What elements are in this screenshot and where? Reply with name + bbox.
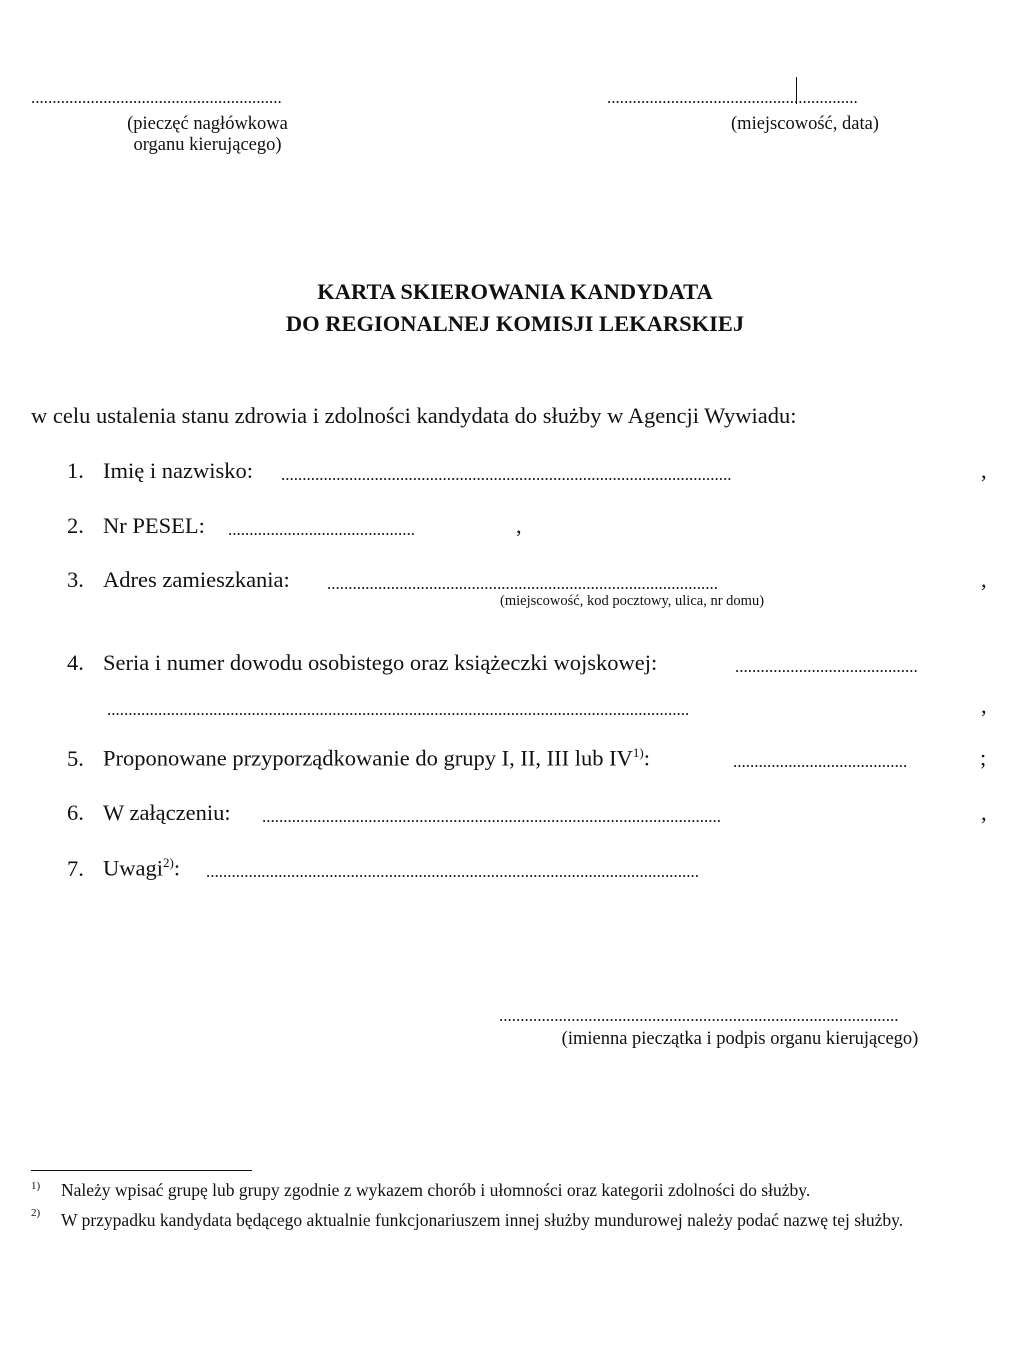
signature-dots[interactable]: ..............................................................................................: [499, 1006, 899, 1025]
item-number: 5.: [67, 745, 84, 771]
attachments-field[interactable]: ............................................................................................................: [262, 807, 721, 826]
item-label: Uwagi: [103, 855, 163, 881]
item-label: Proponowane przyporządkowanie do grupy I, II, III lub IV: [103, 745, 633, 771]
item-number: 3.: [67, 567, 84, 592]
list-item-attachments: [67, 800, 231, 826]
footnote-ref-1: 1): [632, 745, 644, 760]
item-number: 6.: [67, 800, 84, 825]
address-field[interactable]: ............................................................................................: [327, 574, 718, 593]
footnote-text: Należy wpisać grupę lub grupy zgodnie z wykazem chorób i ułomności oraz kategorii zdolności do służby.: [61, 1180, 811, 1200]
address-hint: (miejscowość, kod pocztowy, ulica, nr domu): [500, 593, 765, 609]
group-field[interactable]: .........................................: [733, 752, 908, 771]
id-documents-field-continuation[interactable]: .........................................................................................................................................: [107, 700, 690, 719]
list-item-name: [67, 458, 253, 484]
item-end-mark: ,: [981, 693, 987, 718]
place-date-caption: (miejscowość, data): [731, 114, 879, 134]
item-end-mark: ,: [981, 800, 987, 825]
footnote-divider: [31, 1170, 252, 1171]
remarks-field[interactable]: ....................................................................................................................: [206, 862, 699, 881]
stamp-caption-line2: organu kierującego): [133, 135, 282, 155]
pesel-field[interactable]: ............................................: [228, 520, 415, 539]
footnote-ref-2: 2): [163, 855, 174, 870]
stamp-caption: [100, 114, 315, 156]
footnote-2: [31, 1207, 991, 1228]
item-end-mark: ,: [981, 458, 987, 483]
list-item-address: [67, 567, 290, 593]
item-end-mark: ,: [516, 513, 522, 538]
item-end-mark: ;: [980, 745, 987, 770]
intro-text: w celu ustalenia stanu zdrowia i zdolności kandydata do służby w Agencji Wywiadu:: [31, 403, 797, 428]
list-item-remarks: [67, 855, 180, 882]
item-number: 2.: [67, 513, 84, 538]
title-line-1: KARTA SKIEROWANIA KANDYDATA: [317, 279, 713, 304]
place-date-dots[interactable]: ...........................................................: [607, 88, 858, 107]
footnote-mark: 1): [31, 1180, 41, 1193]
list-item-pesel: [67, 513, 205, 539]
footnote-text: W przypadku kandydata będącego aktualnie funkcjonariuszem innej służby mundurowej należy podać nazwę tej służby.: [61, 1210, 904, 1230]
item-label: W załączeniu:: [103, 800, 231, 825]
item-label: Adres zamieszkania:: [103, 567, 290, 592]
item-label: Imię i nazwisko:: [103, 458, 253, 483]
item-number: 7.: [67, 855, 84, 881]
signature-caption: (imienna pieczątka i podpis organu kierującego): [561, 1029, 919, 1049]
stamp-caption-line1: (pieczęć nagłówkowa: [127, 114, 288, 134]
title-line-2: DO REGIONALNEJ KOMISJI LEKARSKIEJ: [285, 311, 745, 336]
list-item-id-documents: [67, 650, 657, 676]
item-number: 1.: [67, 458, 84, 483]
item-label: Seria i numer dowodu osobistego oraz książeczki wojskowej:: [103, 650, 658, 675]
item-colon: :: [643, 745, 650, 771]
footnote-mark: 2): [31, 1207, 41, 1220]
id-documents-field[interactable]: ...........................................: [735, 657, 918, 676]
item-colon: :: [173, 855, 181, 881]
item-label: Nr PESEL:: [103, 513, 205, 538]
list-item-group: [67, 745, 650, 772]
footnote-1: [31, 1180, 991, 1201]
stamp-dots[interactable]: ...........................................................: [31, 88, 282, 107]
item-number: 4.: [67, 650, 84, 675]
name-field[interactable]: ..........................................................................................................: [281, 465, 732, 484]
item-end-mark: ,: [981, 567, 987, 592]
